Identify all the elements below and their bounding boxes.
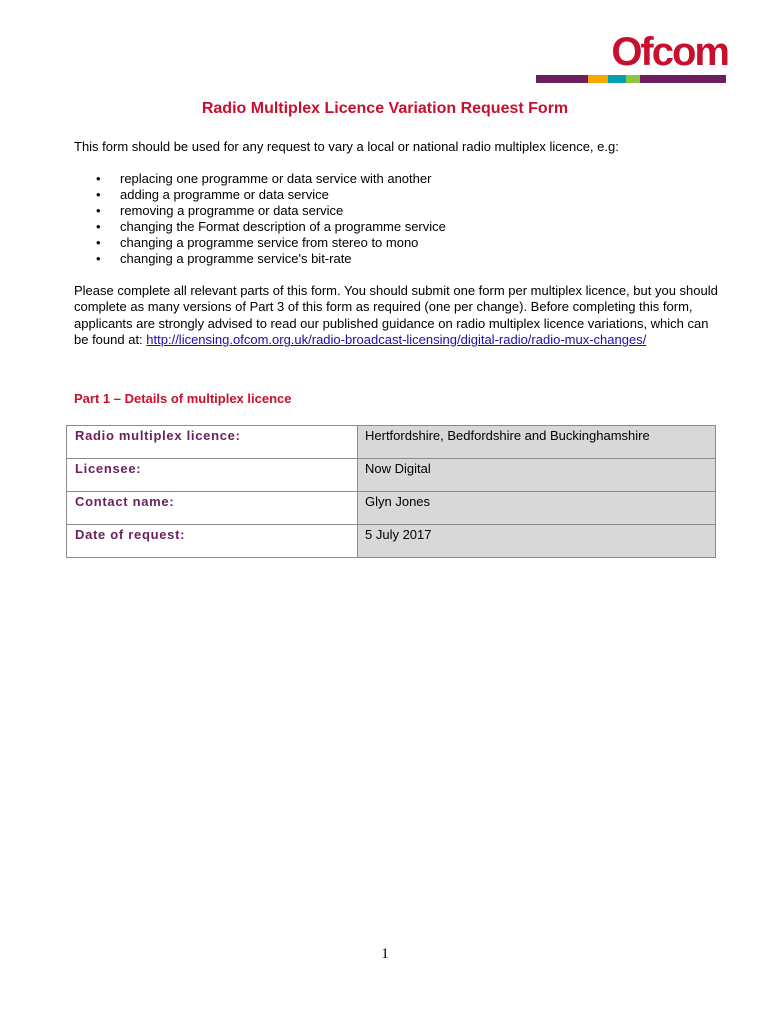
page-title: Radio Multiplex Licence Variation Request Form xyxy=(201,100,569,117)
list-item xyxy=(96,171,446,187)
list-item-text: removing a programme or data service xyxy=(120,203,344,218)
licence-details-table xyxy=(66,425,716,558)
bullet-icon: • xyxy=(96,187,101,202)
table-row xyxy=(67,525,716,558)
list-item-text: changing a programme service from stereo to mono xyxy=(120,235,419,250)
instructions-paragraph xyxy=(74,283,724,349)
field-label: Radio multiplex licence: xyxy=(67,426,358,459)
table-row xyxy=(67,426,716,459)
list-item-text: changing the Format description of a programme service xyxy=(120,219,446,234)
table-row xyxy=(67,492,716,525)
bullet-icon: • xyxy=(96,203,101,218)
bullet-icon: • xyxy=(96,251,101,266)
field-value[interactable]: Now Digital xyxy=(358,459,716,492)
field-label: Date of request: xyxy=(67,525,358,558)
list-item xyxy=(96,187,446,203)
list-item xyxy=(96,203,446,219)
list-item-text: changing a programme service's bit-rate xyxy=(120,251,352,266)
part1-heading: Part 1 – Details of multiplex licence xyxy=(74,391,292,406)
field-label: Licensee: xyxy=(67,459,358,492)
bullet-icon: • xyxy=(96,219,101,234)
page-number: 1 xyxy=(381,946,389,962)
field-value[interactable]: 5 July 2017 xyxy=(358,525,716,558)
field-value[interactable]: Glyn Jones xyxy=(358,492,716,525)
logo-bar-segment xyxy=(640,75,726,83)
ofcom-logo xyxy=(536,30,728,86)
bullet-icon: • xyxy=(96,171,101,186)
ofcom-logo-colour-bar xyxy=(536,75,726,83)
list-item-text: replacing one programme or data service with another xyxy=(120,171,432,186)
field-label: Contact name: xyxy=(67,492,358,525)
variation-list xyxy=(96,171,446,267)
bullet-icon: • xyxy=(96,235,101,250)
logo-bar-segment xyxy=(536,75,588,83)
list-item xyxy=(96,219,446,235)
list-item xyxy=(96,235,446,251)
intro-text: This form should be used for any request to vary a local or national radio multiplex licence, e.g: xyxy=(74,139,619,154)
ofcom-logo-text: Ofcom xyxy=(611,30,728,74)
guidance-link[interactable]: http://licensing.ofcom.org.uk/radio-broadcast-licensing/digital-radio/radio-mux-changes/ xyxy=(146,332,647,348)
table-row xyxy=(67,459,716,492)
list-item-text: adding a programme or data service xyxy=(120,187,329,202)
field-value[interactable]: Hertfordshire, Bedfordshire and Buckinghamshire xyxy=(358,426,716,459)
logo-bar-segment xyxy=(588,75,608,83)
instructions-text: Please complete all relevant parts of this form. You should submit one form per multiplex licence, but you should complete as many versions of Part 3 of this form as required (one per change). Before completing this form, applicants are strongly advised to read our published guidance on radio multiplex licence variations, which can be found at: xyxy=(74,283,718,348)
logo-bar-segment xyxy=(608,75,626,83)
list-item xyxy=(96,251,446,267)
logo-bar-segment xyxy=(626,75,640,83)
